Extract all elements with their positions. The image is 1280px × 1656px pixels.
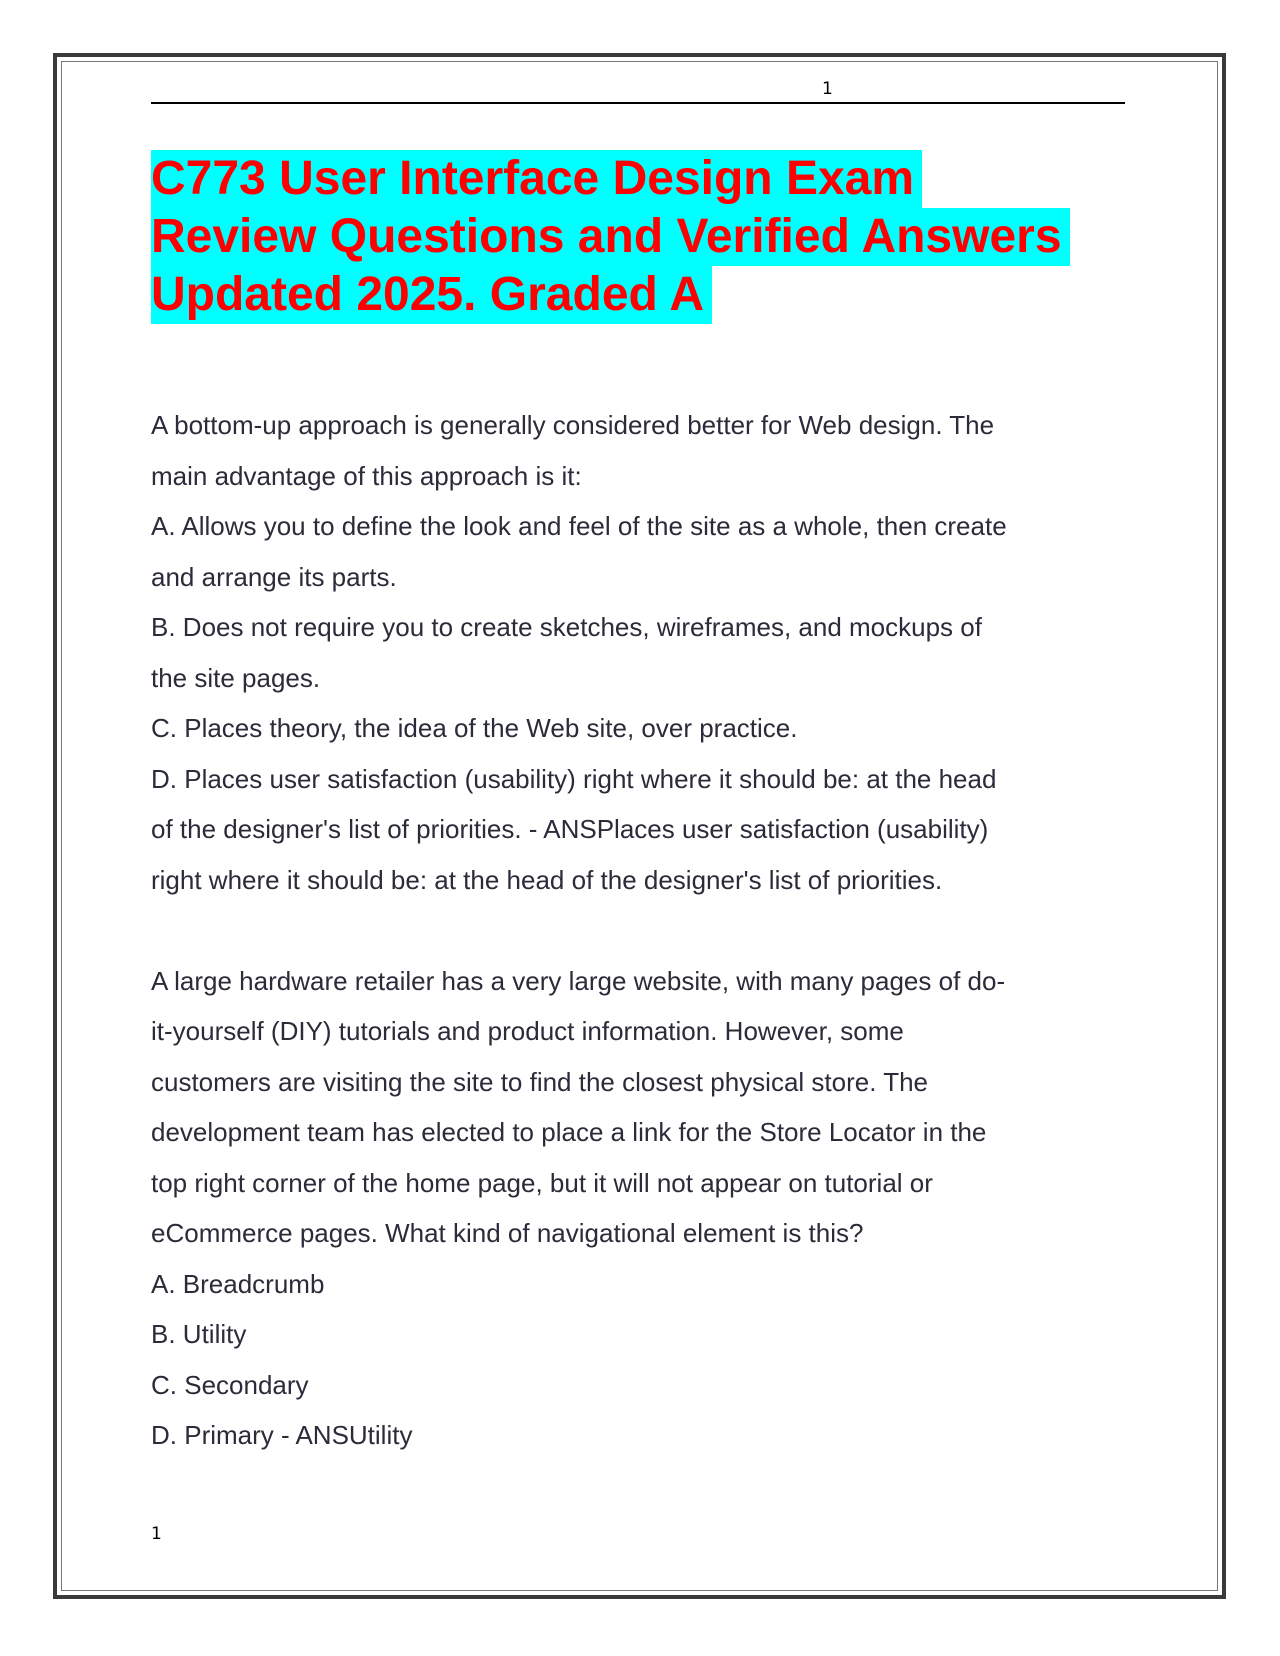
question-2-option-c: C. Secondary bbox=[151, 1369, 309, 1400]
question-2-option-a: A. Breadcrumb bbox=[151, 1268, 325, 1299]
header-rule bbox=[151, 102, 1125, 104]
question-2-line: development team has elected to place a link for the Store Locator in the bbox=[151, 1117, 987, 1147]
header-page-number: 1 bbox=[822, 79, 833, 99]
question-1-option-a: A. Allows you to define the look and feel of the site as a whole, then create bbox=[151, 511, 1007, 541]
question-1-option-a-cont: and arrange its parts. bbox=[151, 561, 397, 592]
title-line-2: Review Questions and Verified Answers bbox=[151, 208, 1070, 266]
question-2-option-b: B. Utility bbox=[151, 1319, 247, 1349]
question-1-option-c: C. Places theory, the idea of the Web site, over practice. bbox=[151, 713, 798, 743]
question-1-option-b-cont: the site pages. bbox=[151, 662, 321, 693]
question-2-line: A large hardware retailer has a very large website, with many pages of do- bbox=[151, 965, 1006, 996]
question-1-answer: of the designer's list of priorities. - ANSPlaces user satisfaction (usability) bbox=[151, 814, 989, 844]
paragraph-gap bbox=[151, 905, 1141, 956]
title-line-3: Updated 2025. Graded A bbox=[151, 266, 712, 324]
question-2-option-d-answer: D. Primary - ANSUtility bbox=[151, 1420, 413, 1450]
question-1-line: main advantage of this approach is it: bbox=[151, 460, 582, 491]
question-2-line: eCommerce pages. What kind of navigational element is this? bbox=[151, 1218, 864, 1248]
question-1-option-b: B. Does not require you to create sketches, wireframes, and mockups of bbox=[151, 612, 982, 642]
question-2 bbox=[151, 956, 1141, 1461]
footer-page-number: 1 bbox=[151, 1524, 162, 1544]
question-2-line: it-yourself (DIY) tutorials and product information. However, some bbox=[151, 1016, 904, 1046]
question-1 bbox=[151, 400, 1141, 905]
question-1-option-d: D. Places user satisfaction (usability) right where it should be: at the head bbox=[151, 763, 997, 794]
question-2-line: customers are visiting the site to find the closest physical store. The bbox=[151, 1066, 928, 1097]
document-title bbox=[151, 150, 1141, 324]
question-1-line: A bottom-up approach is generally considered better for Web design. The bbox=[151, 410, 995, 440]
document-body bbox=[151, 400, 1141, 1461]
title-line-1: C773 User Interface Design Exam bbox=[151, 150, 922, 208]
question-1-answer-cont: right where it should be: at the head of the designer's list of priorities. bbox=[151, 864, 943, 895]
question-2-line: top right corner of the home page, but it will not appear on tutorial or bbox=[151, 1167, 933, 1198]
